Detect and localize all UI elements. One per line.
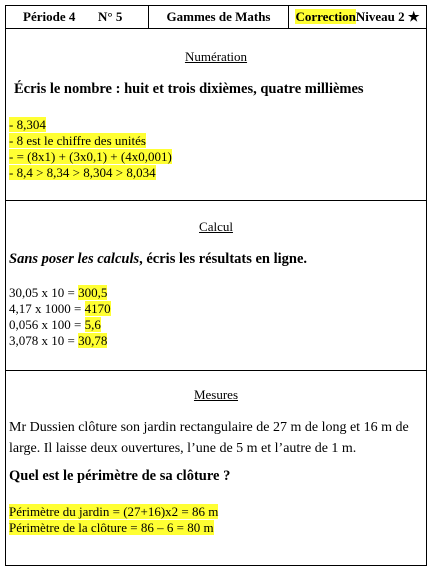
answer-line: Périmètre de la clôture = 86 – 6 = 80 m <box>9 520 214 535</box>
header-level-cell <box>289 6 426 28</box>
answer-line: - 8,4 > 8,34 > 8,304 > 8,034 <box>9 165 156 180</box>
section-title-mesures: Mesures <box>193 387 239 402</box>
calc-line: 0,056 x 100 = 5,6 <box>9 317 101 332</box>
calc-line: 4,17 x 1000 = 4170 <box>9 301 111 316</box>
calc-line: 3,078 x 10 = 30,78 <box>9 333 108 348</box>
correction-badge: Correction <box>295 9 356 24</box>
period-label: Période 4 <box>23 9 76 24</box>
sheet-number: N° 5 <box>98 9 123 24</box>
subject-title: Gammes de Maths <box>149 6 289 28</box>
calcul-question: Sans poser les calculs, écris les résultats en ligne. <box>9 251 308 267</box>
answer-line: - 8,304 <box>9 117 46 132</box>
section-title-calcul: Calcul <box>199 219 233 234</box>
calcul-lines <box>9 285 111 349</box>
answer-line: - 8 est le chiffre des unités <box>9 133 146 148</box>
section-calcul <box>6 201 426 371</box>
mesures-answers <box>9 504 218 536</box>
mesures-problem: Mr Dussien clôture son jardin rectangulaire de 27 m de long et 16 m de large. Il laisse deux ouvertures, l’une de 5 m et l’autre de 1 m. <box>9 420 409 456</box>
calc-line: 30,05 x 10 = 300,5 <box>9 285 108 300</box>
header-period-cell <box>6 6 149 28</box>
section-title-numeration: Numération <box>184 49 248 64</box>
answer-line: Périmètre du jardin = (27+16)x2 = 86 m <box>9 504 219 519</box>
mesures-question: Quel est le périmètre de sa clôture ? <box>9 468 231 484</box>
answer-line: - = (8x1) + (3x0,1) + (4x0,001) <box>9 149 172 164</box>
numeration-question: Écris le nombre : huit et trois dixièmes, quatre millièmes <box>14 81 364 97</box>
level-label: Niveau 2 ★ <box>355 9 420 24</box>
section-mesures <box>6 371 426 565</box>
section-numeration <box>6 29 426 201</box>
header-row <box>6 6 426 29</box>
worksheet <box>5 5 427 566</box>
numeration-answers <box>9 117 172 181</box>
